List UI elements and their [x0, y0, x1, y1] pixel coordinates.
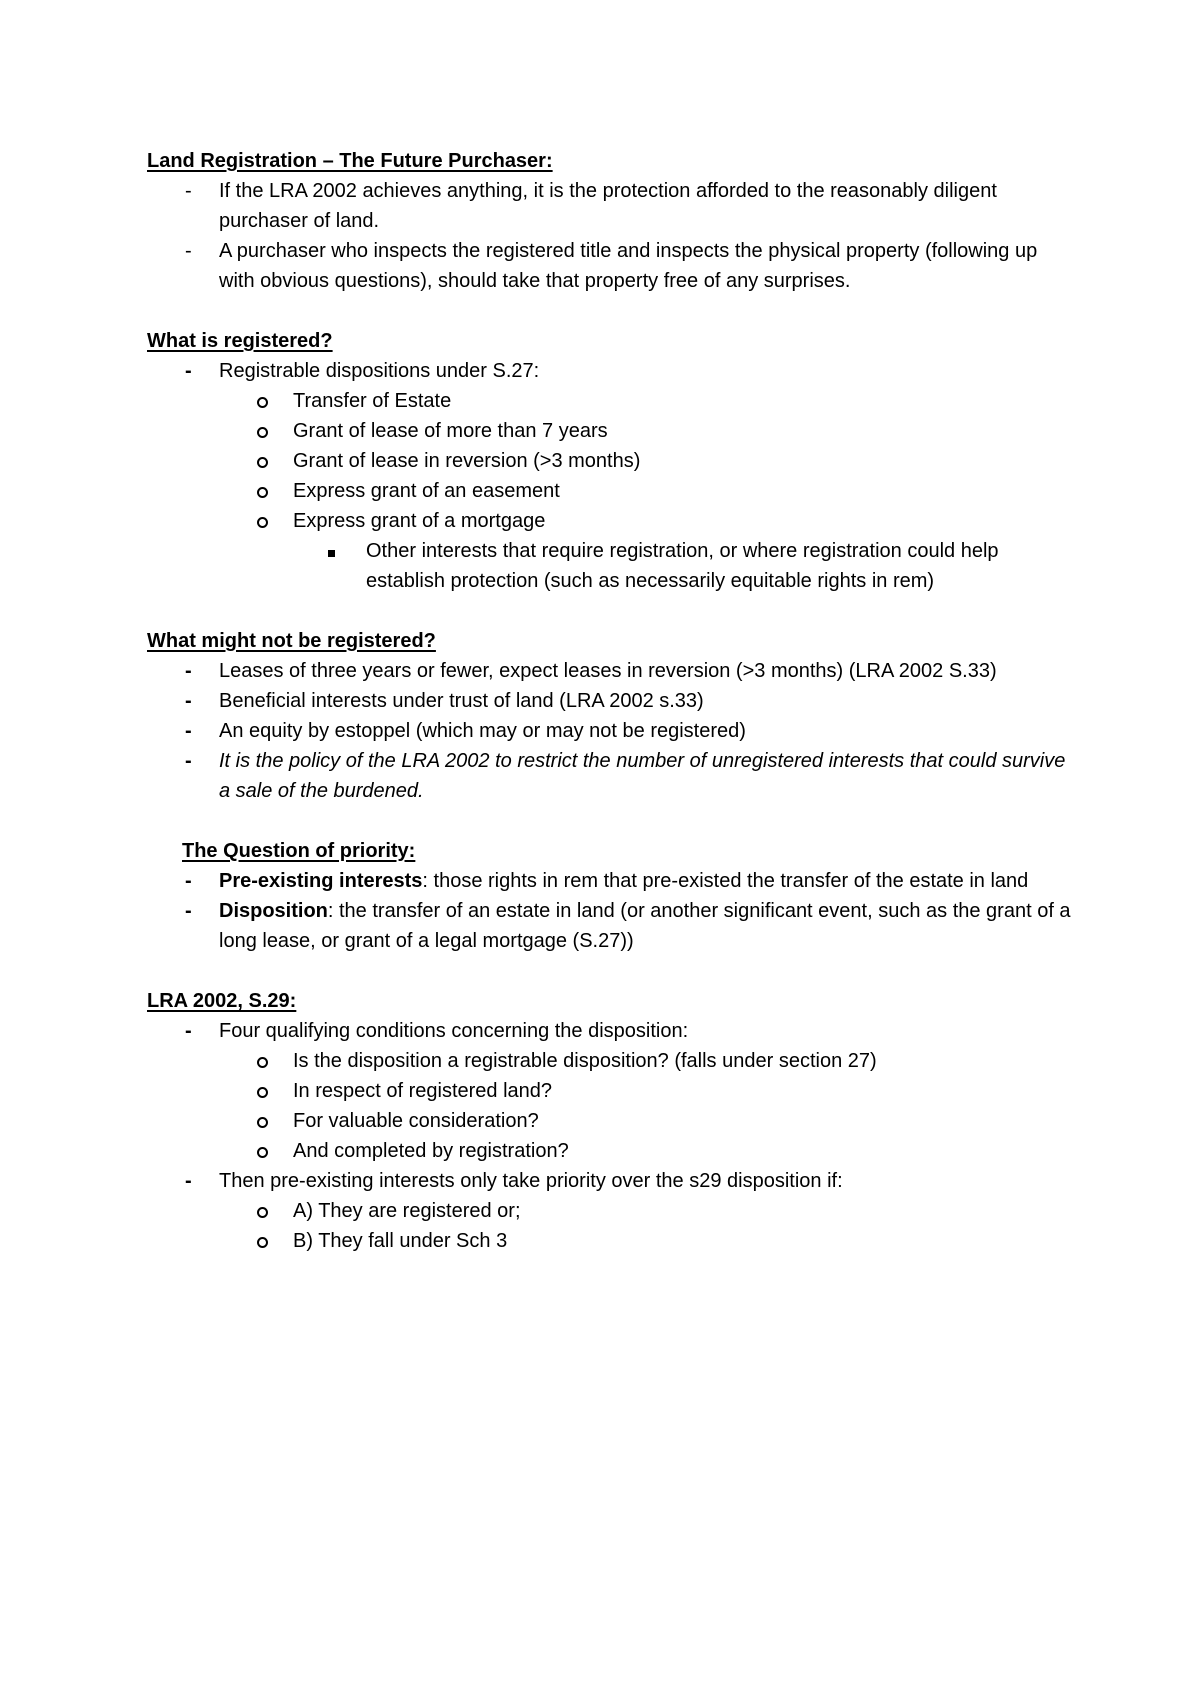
heading-question-of-priority: The Question of priority:	[182, 840, 416, 862]
circle-bullet-icon	[257, 476, 268, 507]
list-item: - Leases of three years or fewer, expect leases in reversion (>3 months) (LRA 2002 S.33)	[147, 656, 1077, 686]
list-item: Express grant of a mortgage	[147, 506, 1077, 536]
list-item: Transfer of Estate	[147, 386, 1077, 416]
dash-bullet-icon: -	[185, 690, 192, 712]
list-item: - Disposition: the transfer of an estate in land (or another significant event, such as the grant of a long lease, or grant of a legal mortgage (S.27))	[147, 896, 1077, 956]
heading-lra-s29: LRA 2002, S.29:	[147, 990, 297, 1012]
list-item: - An equity by estoppel (which may or may not be registered)	[147, 716, 1077, 746]
circle-bullet-icon	[257, 1046, 268, 1077]
list-item: Grant of lease in reversion (>3 months)	[147, 446, 1077, 476]
square-bullet-icon	[328, 536, 335, 566]
list-item: - Four qualifying conditions concerning the disposition:	[147, 1016, 1077, 1046]
list-item: In respect of registered land?	[147, 1076, 1077, 1106]
circle-bullet-icon	[257, 1076, 268, 1107]
list-item: Express grant of an easement	[147, 476, 1077, 506]
circle-bullet-icon	[257, 1226, 268, 1257]
circle-bullet-icon	[257, 416, 268, 447]
list-item: - Registrable dispositions under S.27:	[147, 356, 1077, 386]
circle-bullet-icon	[257, 506, 268, 537]
heading-what-is-registered: What is registered?	[147, 330, 333, 352]
list-item: Other interests that require registration, or where registration could help establish protection (such as necessarily equitable rights in rem)	[147, 536, 1077, 596]
dash-bullet-icon: -	[185, 870, 192, 892]
list-item: For valuable consideration?	[147, 1106, 1077, 1136]
heading-what-might-not-be-registered: What might not be registered?	[147, 630, 436, 652]
dash-bullet-icon: -	[185, 720, 192, 742]
dash-bullet-icon: -	[185, 1020, 192, 1042]
document-page	[147, 146, 1077, 1256]
list-item: - It is the policy of the LRA 2002 to restrict the number of unregistered interests that could survive a sale of the burdened.	[147, 746, 1077, 806]
heading-future-purchaser: Land Registration – The Future Purchaser:	[147, 150, 553, 172]
circle-bullet-icon	[257, 1196, 268, 1227]
list-item: - If the LRA 2002 achieves anything, it is the protection afforded to the reasonably diligent purchaser of land.	[147, 176, 1077, 236]
list-item: - Pre-existing interests: those rights in rem that pre-existed the transfer of the estate in land	[147, 866, 1077, 896]
dash-bullet-icon: -	[185, 180, 192, 202]
dash-bullet-icon: -	[185, 660, 192, 682]
list-item: - Then pre-existing interests only take priority over the s29 disposition if:	[147, 1166, 1077, 1196]
dash-bullet-icon: -	[185, 360, 192, 382]
circle-bullet-icon	[257, 386, 268, 417]
circle-bullet-icon	[257, 1106, 268, 1137]
dash-bullet-icon: -	[185, 1170, 192, 1192]
list-item: - A purchaser who inspects the registered title and inspects the physical property (following up with obvious questions), should take that property free of any surprises.	[147, 236, 1077, 296]
circle-bullet-icon	[257, 1136, 268, 1167]
list-item: - Beneficial interests under trust of land (LRA 2002 s.33)	[147, 686, 1077, 716]
list-item: A) They are registered or;	[147, 1196, 1077, 1226]
list-item: Is the disposition a registrable disposition? (falls under section 27)	[147, 1046, 1077, 1076]
list-item: Grant of lease of more than 7 years	[147, 416, 1077, 446]
dash-bullet-icon: -	[185, 240, 192, 262]
circle-bullet-icon	[257, 446, 268, 477]
list-item: And completed by registration?	[147, 1136, 1077, 1166]
list-item: B) They fall under Sch 3	[147, 1226, 1077, 1256]
dash-bullet-icon: -	[185, 900, 192, 922]
dash-bullet-icon: -	[185, 750, 192, 772]
